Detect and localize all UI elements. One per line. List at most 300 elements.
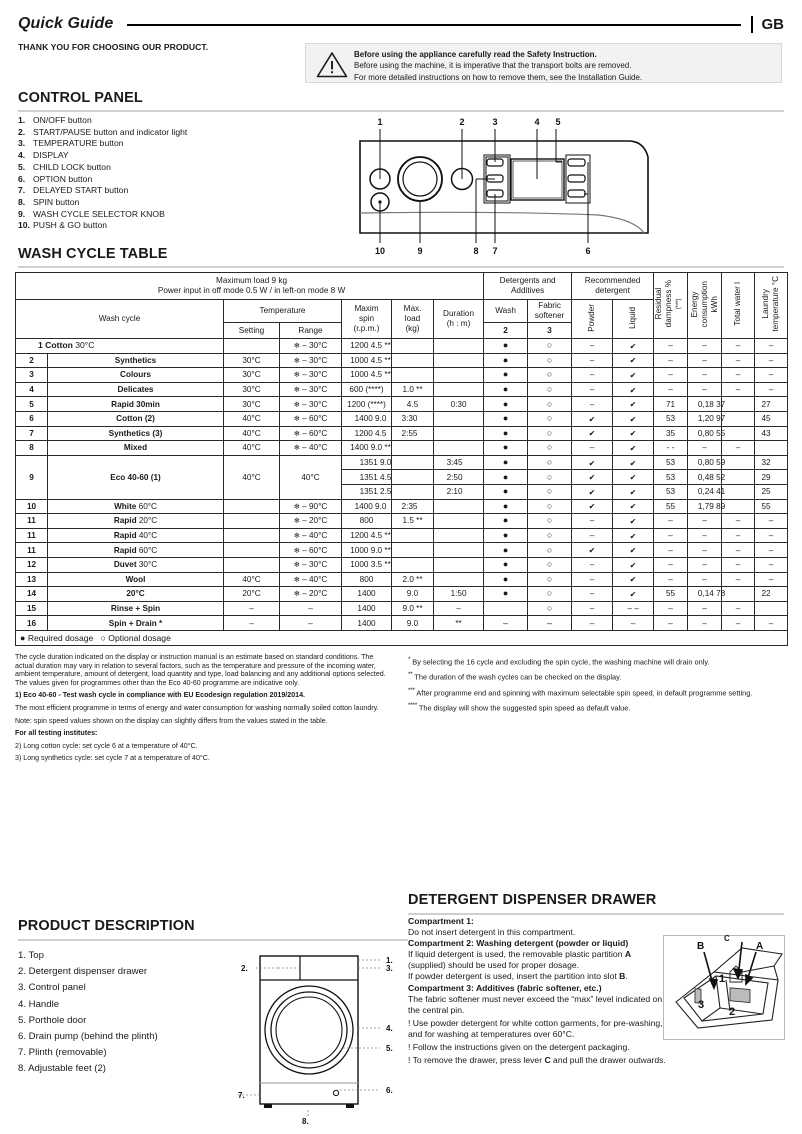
- cycle-powder: –: [572, 368, 613, 383]
- control-panel-item-number: 7.: [18, 185, 26, 196]
- cycle-number: 2: [16, 353, 48, 368]
- note-text: After programme end and spinning with maximum selectable spin speed, in default programme setting.: [414, 688, 753, 698]
- cycle-duration: **: [434, 616, 484, 631]
- header-fabric-softener: Fabric softener: [528, 300, 572, 323]
- table-notes-left: [15, 653, 387, 767]
- cycle-liquid: ✔: [613, 514, 654, 529]
- snowflake-icon: ❄: [293, 355, 300, 365]
- cycle-wash-dosage: ●: [484, 499, 528, 514]
- cycle-max-load: [392, 353, 434, 368]
- note-text: The display will show the suggested spin speed as default value.: [416, 703, 631, 713]
- product-description-item: 7. Plinth (removable): [18, 1047, 107, 1059]
- note-marker: ****: [408, 702, 417, 710]
- cycle-energy: –: [688, 543, 722, 558]
- cycle-name: Rapid 60°C: [48, 543, 224, 558]
- page-header: [18, 12, 784, 36]
- snowflake-icon: ❄: [293, 341, 300, 351]
- cycle-total-water: [722, 499, 755, 514]
- cycle-laundry-temp: –: [755, 572, 788, 587]
- compartment-2-body-1: [408, 949, 670, 971]
- cycle-duration: [434, 528, 484, 543]
- cycle-liquid: ✔: [613, 455, 654, 470]
- header-wash: Wash: [484, 300, 528, 323]
- cycle-total-water: [722, 426, 755, 441]
- cycle-energy: –: [688, 557, 722, 572]
- cycle-laundry-temp: 27: [755, 397, 788, 412]
- svg-text:5: 5: [555, 117, 561, 127]
- cycle-wash-dosage: ●: [484, 382, 528, 397]
- control-panel-item-label: DELAYED START button: [33, 185, 129, 196]
- cycle-name: Delicates: [48, 382, 224, 397]
- cycle-laundry-temp: –: [755, 514, 788, 529]
- cycle-duration: 1:50: [434, 587, 484, 602]
- table-row: [16, 616, 788, 631]
- cycle-number: 7: [16, 426, 48, 441]
- cycle-softener-dosage: ○: [528, 528, 572, 543]
- rotated-header: Residual dampness % (***): [654, 280, 683, 328]
- cycle-duration: 2:10: [434, 484, 484, 499]
- product-description-item: 5. Porthole door: [18, 1014, 87, 1026]
- control-panel-item: [18, 197, 278, 209]
- table-row: [16, 587, 788, 602]
- cycle-residual-dampness: –: [654, 382, 688, 397]
- control-panel-item-label: PUSH & GO button: [33, 220, 108, 231]
- cycle-max-load: 4.5: [392, 397, 434, 412]
- cycle-energy: –: [688, 368, 722, 383]
- svg-text:3: 3: [698, 999, 705, 1011]
- rotated-header: Total water l: [733, 282, 743, 326]
- cycle-duration: [434, 543, 484, 558]
- note-right-paragraph: [408, 655, 788, 666]
- cycle-max-load: [392, 339, 434, 354]
- header-total-water: [722, 273, 755, 339]
- cycle-duration: –: [434, 601, 484, 616]
- language-code: GB: [761, 15, 784, 33]
- cycle-energy: –: [688, 572, 722, 587]
- note-left-paragraph: 2) Long cotton cycle: set cycle 6 at a temperature of 40°C.: [15, 741, 198, 750]
- cycle-softener-dosage: ○: [528, 455, 572, 470]
- cycle-powder: ✔: [572, 543, 613, 558]
- cycle-temp-range: ❄ – 60°C: [280, 411, 342, 426]
- cycle-total-water: –: [722, 557, 755, 572]
- cycle-max-spin: 1400 9.0: [342, 411, 392, 426]
- cycle-setting-temp: 30°C: [224, 382, 280, 397]
- b3-text-c: and pull the drawer outwards.: [550, 1055, 666, 1066]
- cycle-setting-temp: –: [224, 616, 280, 631]
- svg-text:4.: 4.: [386, 1024, 393, 1033]
- cycle-powder: ✔: [572, 426, 613, 441]
- cycle-liquid: ✔: [613, 426, 654, 441]
- table-row: [16, 528, 788, 543]
- cycle-wash-dosage: ●: [484, 368, 528, 383]
- cycle-powder: –: [572, 616, 613, 631]
- cycle-laundry-temp: 32: [755, 455, 788, 470]
- svg-text:6.: 6.: [386, 1086, 393, 1095]
- control-panel-diagram: [352, 115, 788, 257]
- cycle-max-spin: 1351 2.5: [342, 484, 392, 499]
- cycle-liquid: ✔: [613, 528, 654, 543]
- control-panel-item: [18, 209, 278, 221]
- cycle-temp-range: ❄ – 20°C: [280, 514, 342, 529]
- cycle-setting-temp: [224, 339, 280, 354]
- svg-text:4: 4: [534, 117, 540, 127]
- snowflake-icon: ❄: [293, 516, 300, 526]
- snowflake-icon: ❄: [293, 574, 300, 584]
- table-row: [16, 499, 788, 514]
- cycle-energy: 0,48 52: [688, 470, 722, 485]
- cycle-name: Duvet 30°C: [48, 557, 224, 572]
- cycle-max-load: 1.0 **: [392, 382, 434, 397]
- table-legend: ● Required dosage ○ Optional dosage: [16, 630, 788, 645]
- cycle-max-spin: 800: [342, 572, 392, 587]
- control-panel-item-number: 1.: [18, 115, 26, 125]
- control-panel-item-number: 6.: [18, 173, 26, 184]
- cycle-softener-dosage: ○: [528, 397, 572, 412]
- cycle-temp-range: ❄ – 30°C: [280, 557, 342, 572]
- cycle-name: Rapid 40°C: [48, 528, 224, 543]
- cycle-powder: –: [572, 572, 613, 587]
- control-panel-item: [18, 115, 278, 127]
- cycle-number: 12: [16, 557, 48, 572]
- safety-line-3: For more detailed instructions on how to remove them, see the Installation Guide.: [354, 72, 643, 82]
- cycle-number: 4: [16, 382, 48, 397]
- cycle-energy: –: [688, 514, 722, 529]
- washing-machine-diagram: [238, 938, 408, 1128]
- svg-text:B: B: [697, 941, 705, 952]
- cycle-wash-dosage: ●: [484, 543, 528, 558]
- note-marker: *: [408, 656, 411, 663]
- cycle-total-water: –: [722, 441, 755, 456]
- compartment-1-title: Compartment 1:: [408, 916, 474, 926]
- product-description-item: 6. Drain pump (behind the plinth): [18, 1031, 158, 1043]
- cycle-temp-range: ❄ – 40°C: [280, 528, 342, 543]
- cycle-softener-dosage: ○: [528, 484, 572, 499]
- table-row: [16, 572, 788, 587]
- cycle-wash-dosage: ●: [484, 353, 528, 368]
- cycle-max-spin: 1200 4.5: [342, 426, 392, 441]
- cycle-softener-dosage: ○: [528, 587, 572, 602]
- cycle-energy: –: [688, 528, 722, 543]
- cycle-residual-dampness: 53: [654, 455, 688, 470]
- cycle-softener-dosage: ○: [528, 411, 572, 426]
- cycle-laundry-temp: 25: [755, 484, 788, 499]
- product-description-item: 4. Handle: [18, 998, 60, 1010]
- snowflake-icon: ❄: [293, 370, 300, 380]
- header-duration: Duration (h : m): [434, 300, 484, 339]
- cycle-duration: [434, 339, 484, 354]
- control-panel-item-label: ON/OFF button: [33, 115, 92, 125]
- wash-cycle-table: [15, 272, 788, 646]
- control-panel-item-number: 3.: [18, 138, 26, 149]
- cycle-residual-dampness: –: [654, 601, 688, 616]
- cycle-max-spin: 1200 (****): [342, 397, 392, 412]
- cycle-number: 11: [16, 528, 48, 543]
- snowflake-icon: ❄: [293, 531, 300, 541]
- cycle-name: Rinse + Spin: [48, 601, 224, 616]
- cycle-setting-temp: 30°C: [224, 368, 280, 383]
- rotated-header: Laundry temperature °C: [761, 276, 781, 332]
- cycle-number: 9: [16, 455, 48, 499]
- header-rule: [127, 24, 740, 26]
- cycle-powder: ✔: [572, 499, 613, 514]
- cycle-wash-dosage: ●: [484, 455, 528, 470]
- svg-text:9: 9: [417, 246, 423, 256]
- svg-text:3: 3: [492, 117, 498, 127]
- cycle-setting-temp: 20°C: [224, 587, 280, 602]
- svg-text:1.: 1.: [386, 956, 393, 965]
- control-panel-item-number: 9.: [18, 208, 26, 219]
- partition-a-label: A: [624, 949, 632, 960]
- cycle-total-water: –: [722, 339, 755, 354]
- note-right-paragraph: [408, 670, 788, 681]
- cycle-duration: [434, 441, 484, 456]
- cycle-max-spin: 1000 4.5 **: [342, 353, 392, 368]
- cycle-liquid: –: [613, 616, 654, 631]
- cycle-wash-dosage: [484, 601, 528, 616]
- cycle-setting-temp: 40°C: [224, 441, 280, 456]
- cycle-energy: –: [688, 353, 722, 368]
- note-left-paragraph: 3) Long synthetics cycle: set cycle 7 at a temperature of 40°C.: [15, 754, 210, 763]
- cycle-residual-dampness: –: [654, 616, 688, 631]
- cycle-liquid: ✔: [613, 368, 654, 383]
- cycle-duration: 0:30: [434, 397, 484, 412]
- cycle-max-load: 2:35: [392, 499, 434, 514]
- cycle-max-load: [392, 543, 434, 558]
- snowflake-icon: ❄: [293, 414, 300, 424]
- cycle-softener-dosage: ○: [528, 514, 572, 529]
- note-marker: ***: [408, 686, 415, 694]
- drawer-bullet-3: [408, 1055, 670, 1066]
- cycle-duration: [434, 382, 484, 397]
- svg-text:2.: 2.: [241, 964, 248, 973]
- cycle-residual-dampness: –: [654, 543, 688, 558]
- cycle-temp-range: ❄ – 30°C: [280, 397, 342, 412]
- cycle-max-load: [392, 441, 434, 456]
- cycle-laundry-temp: –: [755, 382, 788, 397]
- c2b-text-a: If powder detergent is used, insert the partition into slot: [408, 971, 620, 982]
- note-left-paragraph: Note: spin speed values shown on the display can slightly differs from the values stated in the table.: [15, 716, 328, 725]
- cycle-setting-temp: –: [224, 601, 280, 616]
- cycle-name: Wool: [48, 572, 224, 587]
- b3-text-a: ! To remove the drawer, press lever: [408, 1055, 545, 1066]
- cycle-number: 3: [16, 368, 48, 383]
- cycle-max-load: [392, 470, 434, 485]
- cycle-temp-range: ❄ – 30°C: [280, 339, 342, 354]
- cycle-setting-temp: [224, 514, 280, 529]
- cycle-temp-range: –: [280, 601, 342, 616]
- snowflake-icon: ❄: [293, 560, 300, 570]
- cycle-softener-dosage: ○: [528, 339, 572, 354]
- cycle-max-load: 1.5 **: [392, 514, 434, 529]
- header-energy-consumption: [688, 273, 722, 339]
- product-description-item: 3. Control panel: [18, 982, 86, 994]
- cycle-total-water: –: [722, 601, 755, 616]
- cycle-max-spin: 800: [342, 514, 392, 529]
- cycle-max-spin: 1400 9.0: [342, 499, 392, 514]
- cycle-residual-dampness: 35: [654, 426, 688, 441]
- cycle-max-spin: 1000 4.5 **: [342, 368, 392, 383]
- snowflake-icon: ❄: [293, 545, 300, 555]
- section-title-wash-cycle-table: WASH CYCLE TABLE: [18, 246, 168, 262]
- compartment-2-body-2: [408, 971, 670, 982]
- cycle-wash-dosage: ●: [484, 572, 528, 587]
- cycle-setting-temp: 40°C: [224, 455, 280, 499]
- cycle-number: 5: [16, 397, 48, 412]
- cycle-powder: –: [572, 397, 613, 412]
- cycle-total-water: –: [722, 543, 755, 558]
- cycle-name: Spin + Drain *: [48, 616, 224, 631]
- cycle-residual-dampness: 53: [654, 484, 688, 499]
- cycle-temp-range: ❄ – 90°C: [280, 499, 342, 514]
- cycle-total-water: –: [722, 616, 755, 631]
- snowflake-icon: ❄: [293, 443, 300, 453]
- safety-notice: [305, 43, 782, 83]
- header-wash-cycle: Wash cycle: [16, 300, 224, 339]
- cycle-number: 10: [16, 499, 48, 514]
- cycle-powder: –: [572, 382, 613, 397]
- rotated-header: Energy consumption kWh: [689, 280, 719, 328]
- table-row: [16, 557, 788, 572]
- table-row: [16, 353, 788, 368]
- cycle-total-water: [722, 484, 755, 499]
- cycle-setting-temp: [224, 557, 280, 572]
- cycle-wash-dosage: ●: [484, 587, 528, 602]
- cycle-powder: –: [572, 441, 613, 456]
- header-tick: [751, 16, 753, 33]
- cycle-liquid: ✔: [613, 382, 654, 397]
- safety-line-2: Before using the machine, it is imperative that the transport bolts are removed.: [354, 61, 632, 70]
- cycle-liquid: ✔: [613, 397, 654, 412]
- control-panel-item-label: CHILD LOCK button: [33, 161, 111, 172]
- cycle-powder: –: [572, 339, 613, 354]
- table-notes-right: [408, 655, 788, 717]
- cycle-duration: [434, 572, 484, 587]
- cycle-name: 20°C: [48, 587, 224, 602]
- cycle-duration: [434, 514, 484, 529]
- cycle-laundry-temp: 43: [755, 426, 788, 441]
- svg-text:6: 6: [585, 246, 591, 256]
- cycle-wash-dosage: ●: [484, 470, 528, 485]
- cycle-liquid: ✔: [613, 587, 654, 602]
- c2-text-c: (supplied) should be used for proper dosage.: [408, 960, 580, 971]
- header-laundry-temperature: [755, 273, 788, 339]
- note-right-paragraph: [408, 701, 788, 712]
- compartment-3-body: The fabric softener must never exceed the “max” level indicated on the central pin.: [408, 993, 663, 1015]
- cycle-setting-temp: 40°C: [224, 426, 280, 441]
- table-row: [16, 411, 788, 426]
- cycle-max-load: 9.0: [392, 616, 434, 631]
- cycle-softener-dosage: ○: [528, 601, 572, 616]
- cycle-max-spin: 1200 4.5 **: [342, 528, 392, 543]
- header-max-spin: Maxim spin (r.p.m.): [342, 300, 392, 339]
- cycle-name: Rapid 30min: [48, 397, 224, 412]
- cycle-softener-dosage: ○: [528, 572, 572, 587]
- control-panel-item-number: 4.: [18, 150, 26, 161]
- cycle-duration: 2:50: [434, 470, 484, 485]
- control-panel-item: [18, 174, 278, 186]
- cycle-liquid: ✔: [613, 557, 654, 572]
- note-left-paragraph: For all testing institutes:: [15, 729, 98, 738]
- cycle-max-load: 2:55: [392, 426, 434, 441]
- cycle-softener-dosage: ○: [528, 557, 572, 572]
- cycle-liquid: ✔: [613, 484, 654, 499]
- cycle-temp-range: ❄ – 40°C: [280, 572, 342, 587]
- cycle-residual-dampness: 53: [654, 411, 688, 426]
- cycle-residual-dampness: –: [654, 353, 688, 368]
- header-temperature: Temperature: [224, 300, 342, 323]
- cycle-laundry-temp: [755, 601, 788, 616]
- control-panel-item-label: TEMPERATURE button: [33, 138, 124, 149]
- table-row: [16, 514, 788, 529]
- cycle-total-water: [722, 397, 755, 412]
- cycle-setting-temp: [224, 528, 280, 543]
- snowflake-icon: ❄: [293, 385, 300, 395]
- header-detergents-additives: Detergents and Additives: [484, 273, 572, 300]
- rotated-header: Powder: [587, 303, 597, 332]
- table-row: [16, 397, 788, 412]
- table-row: [16, 441, 788, 456]
- cycle-softener-dosage: ○: [528, 382, 572, 397]
- cycle-max-spin: 1400: [342, 601, 392, 616]
- cycle-name: Rapid 20°C: [48, 514, 224, 529]
- cycle-laundry-temp: 29: [755, 470, 788, 485]
- cycle-max-load: 2.0 **: [392, 572, 434, 587]
- cycle-name: Mixed: [48, 441, 224, 456]
- cycle-wash-dosage: –: [484, 616, 528, 631]
- snowflake-icon: ❄: [293, 399, 300, 409]
- cycle-name: Cotton (2): [48, 411, 224, 426]
- cycle-energy: 0,80 59: [688, 455, 722, 470]
- header-recommended-detergent: Recommended detergent: [572, 273, 654, 300]
- header-liquid: [613, 300, 654, 339]
- cycle-softener-dosage: ○: [528, 426, 572, 441]
- note-text: By selecting the 16 cycle and excluding the spin cycle, the washing machine will drain only.: [410, 657, 710, 667]
- cycle-residual-dampness: 53: [654, 470, 688, 485]
- cycle-energy: 0,24 41: [688, 484, 722, 499]
- cycle-energy: 0,80 55: [688, 426, 722, 441]
- cycle-residual-dampness: –: [654, 368, 688, 383]
- cycle-number: 15: [16, 601, 48, 616]
- cycle-energy: –: [688, 441, 722, 456]
- cycle-residual-dampness: –: [654, 528, 688, 543]
- product-description-item: 2. Detergent dispenser drawer: [18, 966, 148, 978]
- svg-text:8: 8: [473, 246, 479, 256]
- cycle-name: Synthetics (3): [48, 426, 224, 441]
- warning-triangle-icon: [316, 51, 348, 78]
- cycle-total-water: –: [722, 382, 755, 397]
- control-panel-item-number: 5.: [18, 161, 26, 172]
- control-panel-item: [18, 162, 278, 174]
- cycle-liquid: ✔: [613, 339, 654, 354]
- cycle-max-load: 9.0 **: [392, 601, 434, 616]
- control-panel-item: [18, 138, 278, 150]
- note-left-paragraph: The cycle duration indicated on the display or instruction manual is an estimate based on standard conditions. The actual duration may vary in relation to several factors, such as the temperature and pressure of the incoming water, ambient temperature, amount of detergent, load quantity and type, load balancing and any additional options selected. The values given for programmes other than the Eco 40-60 programme are indicative only.: [15, 653, 386, 687]
- cycle-duration: [434, 368, 484, 383]
- cycle-softener-dosage: ○: [528, 499, 572, 514]
- cycle-liquid: ✔: [613, 470, 654, 485]
- cycle-laundry-temp: –: [755, 368, 788, 383]
- compartment-2-title: Compartment 2: Washing detergent (powder or liquid): [408, 938, 629, 949]
- cycle-laundry-temp: –: [755, 528, 788, 543]
- svg-text:3.: 3.: [386, 964, 393, 973]
- cycle-temp-range: ❄ – 20°C: [280, 587, 342, 602]
- cycle-number: 11: [16, 543, 48, 558]
- thank-you-text: THANK YOU FOR CHOOSING OUR PRODUCT.: [18, 42, 209, 52]
- header-max-load: Max. load (kg): [392, 300, 434, 339]
- cycle-wash-dosage: ●: [484, 339, 528, 354]
- cycle-liquid: ✔: [613, 441, 654, 456]
- cycle-duration: 3:45: [434, 455, 484, 470]
